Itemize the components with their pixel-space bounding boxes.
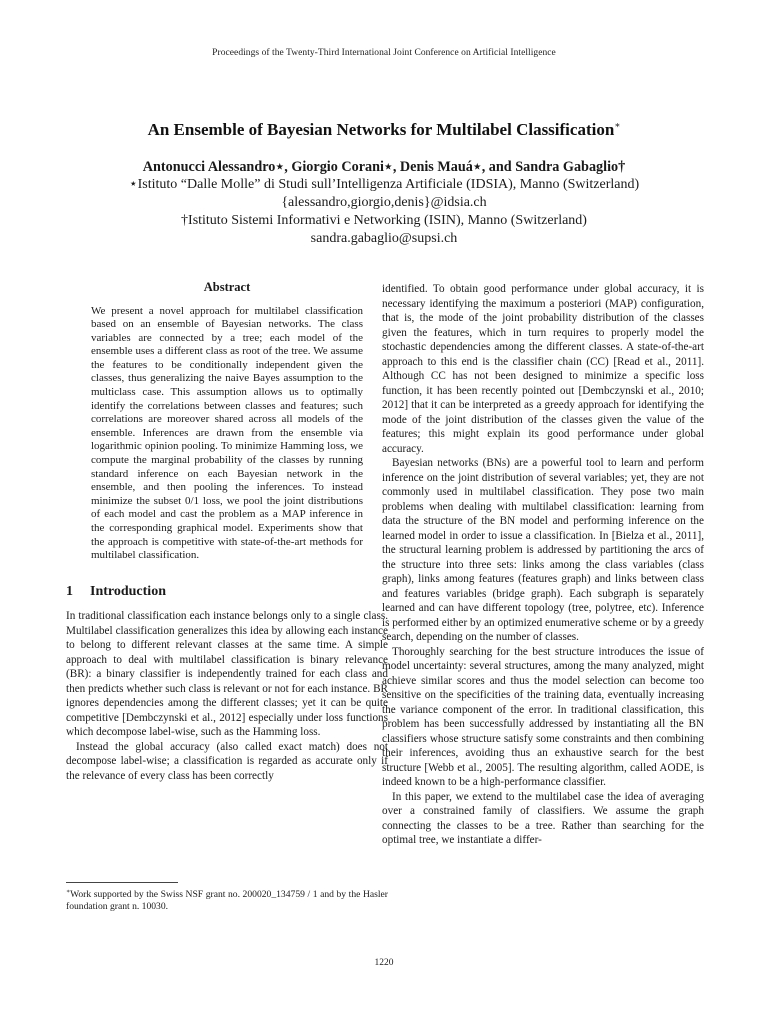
footnote-text: Work supported by the Swiss NSF grant no. 200020_134759 / 1 and by the Hasler foundation grant n. 10030. [66, 889, 388, 912]
section-heading-introduction [66, 585, 388, 600]
right-paragraph-3: Thoroughly searching for the best structure introduces the issue of model uncertainty: several structures, among the many analyzed, might achieve similar scores and thus the model selection can become too sensitive on the specificities of the training data, eventually increasing the variance component of the error. In traditional classification, this problem has been successfully addressed by instantiating all the BN classifiers whose structure satisfy some constraints and then combining their inferences, avoiding thus an exhaustive search for the best structure [Webb et al., 2005]. The resulting algorithm, called AODE, is indeed known to be a high-performance classifier. [382, 645, 704, 788]
author-block [0, 158, 768, 248]
affiliation-isin: †Istituto Sistemi Informativi e Networking (ISIN), Manno (Switzerland) [181, 213, 587, 228]
intro-paragraph-2: Instead the global accuracy (also called exact match) does not decompose label-wise; a classification is regarded as accurate only if the relevance of every class has been correctly [66, 740, 388, 782]
abstract-body: We present a novel approach for multilabel classification based on an ensemble of Bayesian networks. The class variables are connected by a tree; each model of the ensemble uses a different class as root of the tree. We assume the features to be conditionally independent given the classes, thus generalizing the naive Bayes assumption to the multiclass case. This assumption allows us to optimally identify the correlations between classes and features; such correlations are moreover shared across all models of the ensemble. Inferences are drawn from the ensemble via logarithmic opinion pooling. To minimize Hamming loss, we compute the marginal probability of the classes by running standard inference on each Bayesian network in the ensemble, and then pooling the inferences. To instead minimize the subset 0/1 loss, we pool the joint distributions of each model and cast the problem as a MAP inference in the corresponding graphical model. Experiments show that the approach is competitive with state-of-the-art methods for multilabel classification. [91, 304, 363, 562]
right-paragraph-2: Bayesian networks (BNs) are a powerful tool to learn and perform inference on the joint distribution of several variables; yet, they are not commonly used in multilabel classification. They pose two main problems when dealing with multilabel classification: learning from data the structure of the BN model and performing inference on the learned model in order to issue a classification. In [Bielza et al., 2011], the structural learning problem is addressed by partitioning the arcs of the structure into three sets: links among the class variables (class graph), links among features (features graph) and links between class and features variables (bridge graph). Each subgraph is separately learned and can have different topology (tree, polytree, etc). Inference is performed either by an optimized enumerative scheme or by a greedy search, depending on the number of classes. [382, 457, 704, 643]
section-number: 1 [66, 583, 73, 599]
right-paragraph-1: identified. To obtain good performance under global accuracy, it is necessary identifying the maximum a posteriori (MAP) configuration, that is, the mode of the joint probability distribution of the classes given the features, which in turn requires to properly model the stochastic dependencies among the different classes. A state-of-the-art approach to this end is the classifier chain (CC) [Read et al., 2011]. Although CC has not been designed to minimize a specific loss function, it has been recently pointed out [Dembczynski et al., 2010; 2012] that it can be interpreted as a greedy approach for identifying the mode of the joint distribution of the classes given the value of the features; this might explain its good performance under global accuracy. [382, 283, 704, 455]
left-column [66, 280, 388, 783]
footnote-divider [66, 882, 178, 883]
footnote [66, 886, 388, 913]
abstract-heading: Abstract [203, 280, 251, 294]
email-idsia: {alessandro,giorgio,denis}@idsia.ch [281, 195, 487, 210]
paper-title [0, 120, 768, 140]
proceedings-header: Proceedings of the Twenty-Third International Joint Conference on Artificial Intelligence [212, 48, 556, 58]
intro-paragraph-1: In traditional classification each instance belongs only to a single class. Multilabel classification generalizes this idea by allowing each instance to belong to different relevant classes at the same time. A simple approach to deal with multilabel classification is binary relevance (BR): a binary classifier is independently trained for each class and then predicts whether such class is relevant or not for each instance. BR ignores dependencies among the different classes; yet it can be quite competitive [Dembczynski et al., 2012] especially under loss functions which decompose label-wise, such as the Hamming loss. [66, 610, 388, 739]
paper-title-text: An Ensemble of Bayesian Networks for Multilabel Classification [147, 120, 615, 139]
affiliation-idsia: ⋆Istituto “Dalle Molle” di Studi sull’Intelligenza Artificiale (IDSIA), Manno (Switzerland) [128, 177, 640, 192]
right-column [382, 282, 704, 848]
email-isin: sandra.gabaglio@supsi.ch [310, 231, 458, 246]
title-footnote-marker: ∗ [614, 120, 621, 130]
section-title: Introduction [90, 583, 166, 599]
author-names: Antonucci Alessandro⋆, Giorgio Corani⋆, Denis Mauá⋆, and Sandra Gabaglio† [142, 159, 626, 175]
right-paragraph-4: In this paper, we extend to the multilabel case the idea of averaging over a constrained family of classifiers. We assume the graph connecting the classes to be a tree. Rather than searching for the optimal tree, we instantiate a differ- [382, 790, 704, 846]
page-number: 1220 [374, 958, 394, 968]
footnote-marker: ∗ [66, 889, 71, 895]
